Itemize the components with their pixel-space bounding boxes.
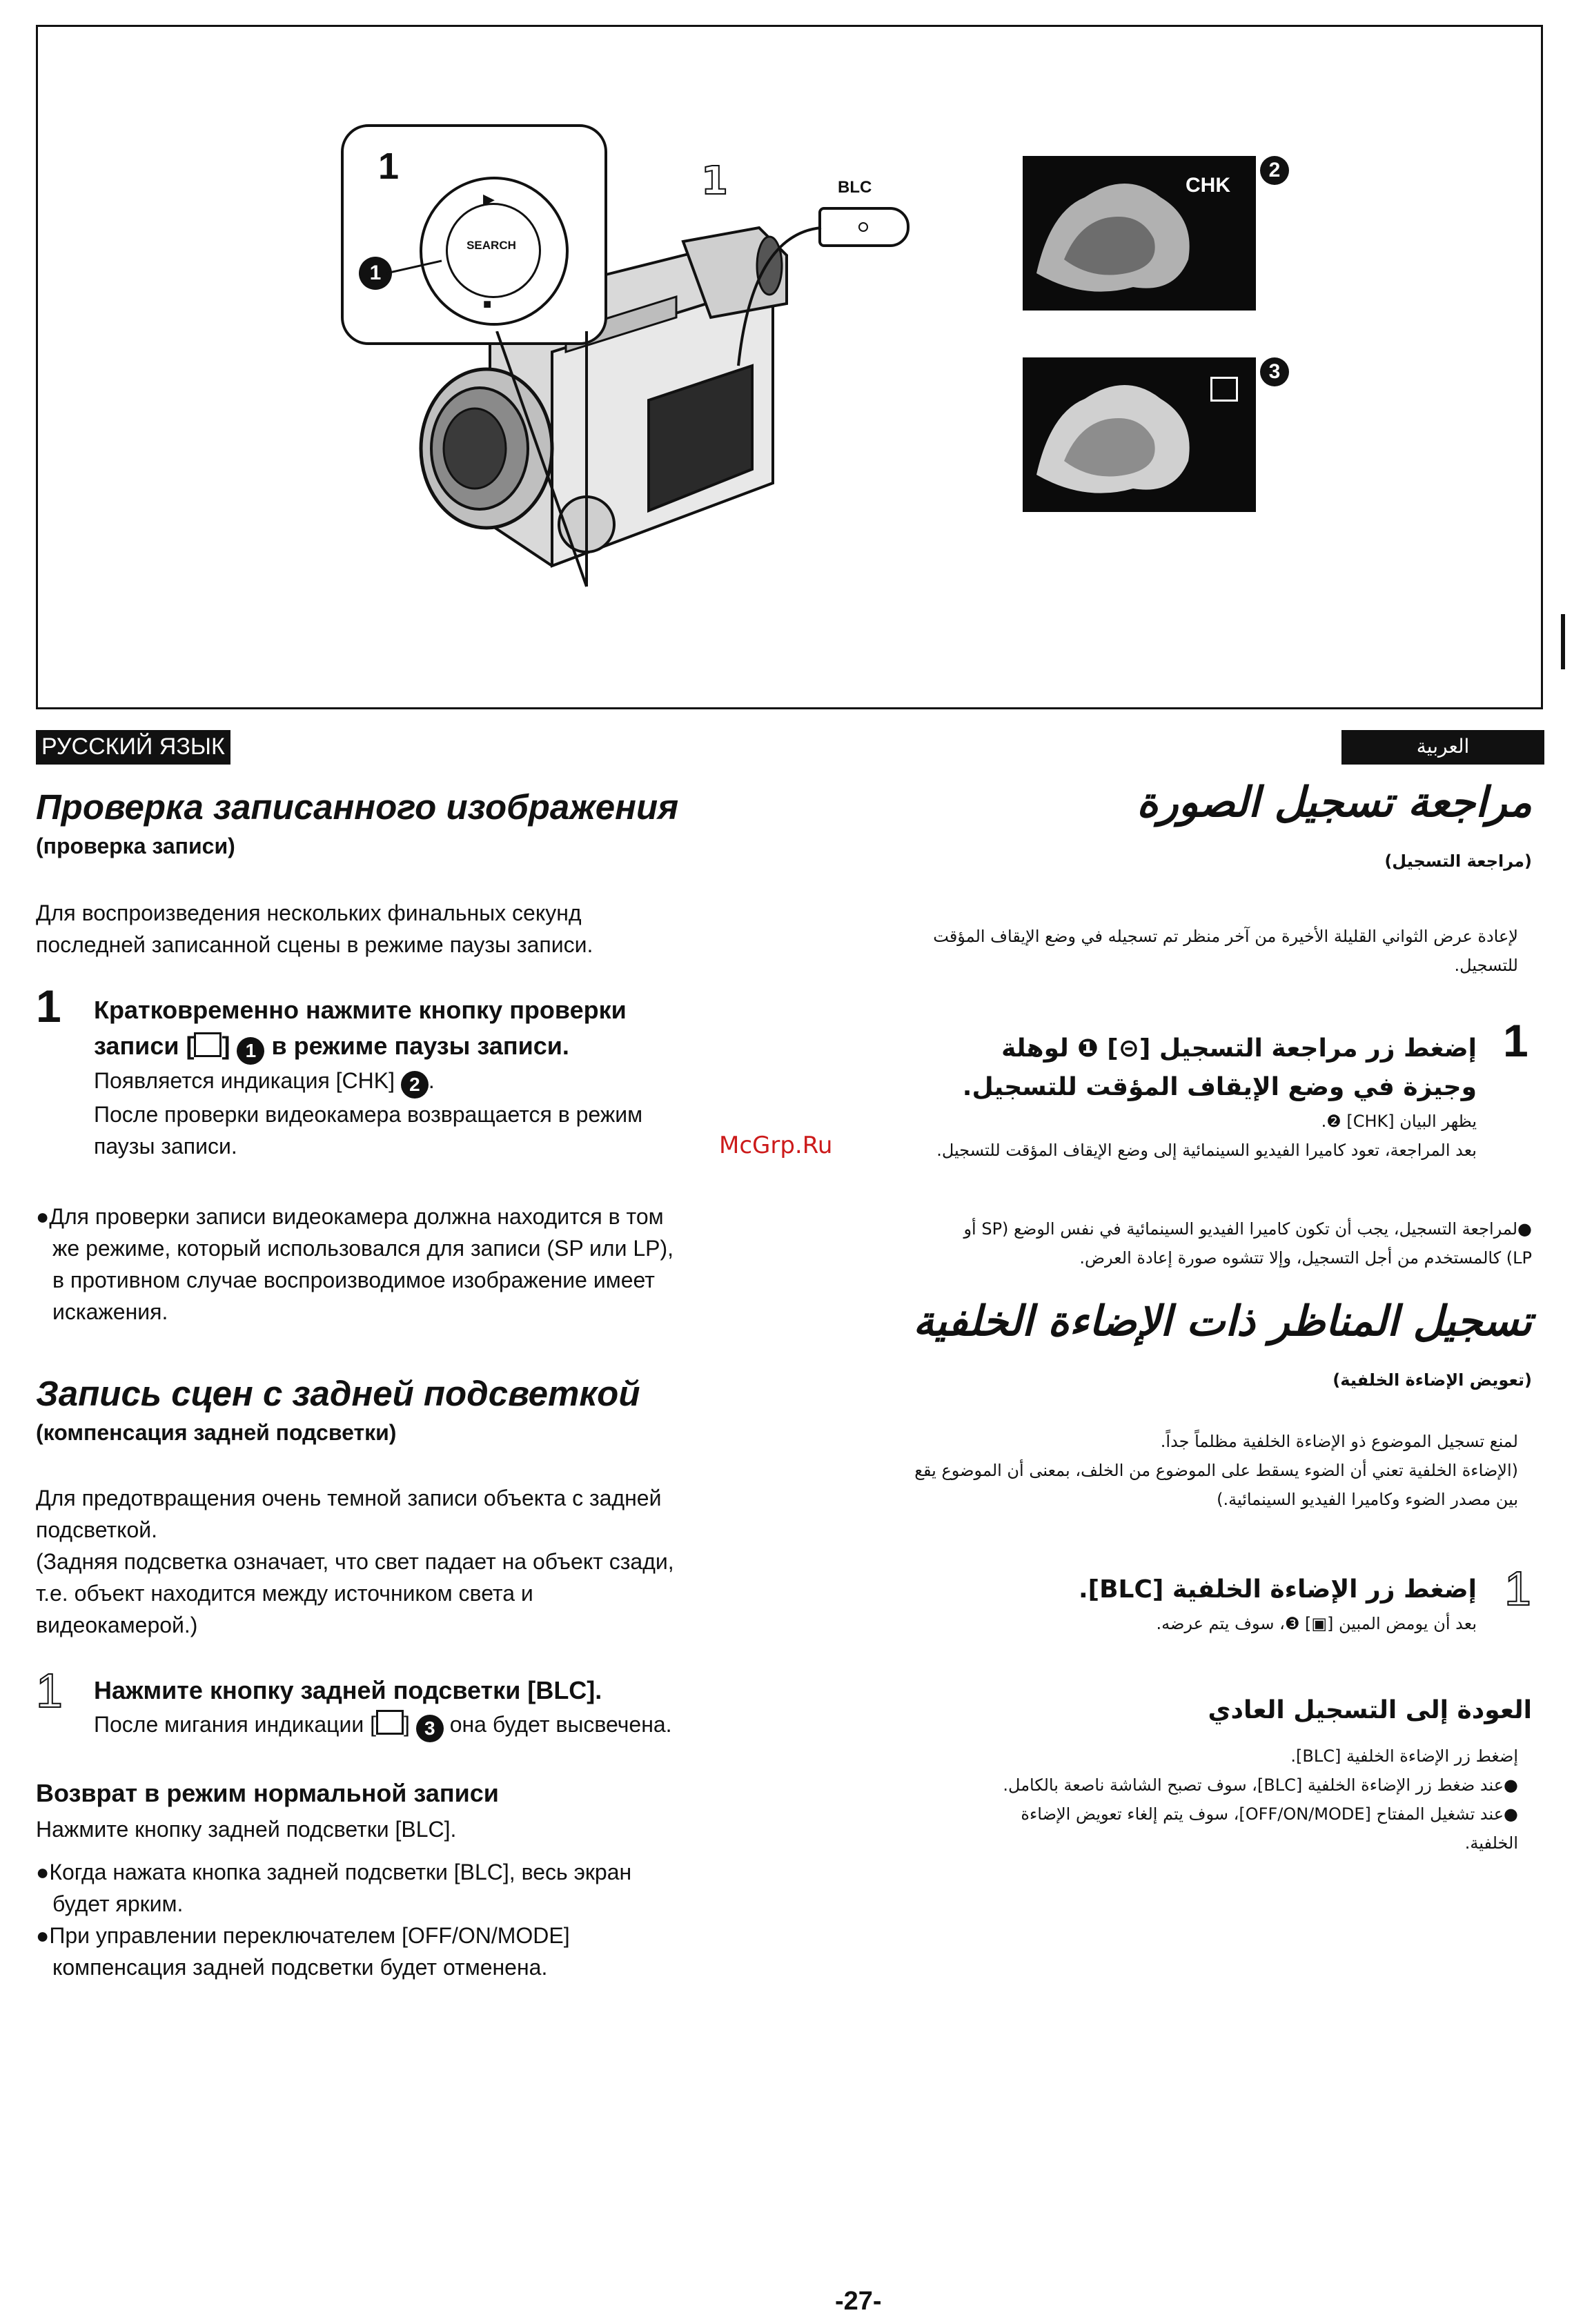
ru-section1-subtitle: (проверка записи) xyxy=(36,834,235,858)
callout-marker: 1 xyxy=(359,257,392,290)
ru-section1-title: Проверка записанного изображения xyxy=(36,787,679,827)
ru-section2-title: Запись сцен с задней подсветкой xyxy=(36,1374,640,1413)
ru-step2-number: 1 xyxy=(36,1664,63,1717)
ru-section2-intro: Для предотвращения очень темной записи объекта с задней подсветкой. (Задняя подсветка означает, что свет падает на объект сзади, т.е. объект находится между источником света и видеокамерой.) xyxy=(36,1486,674,1637)
ru-step2: Нажмите кнопку задней подсветки [BLC]. После мигания индикации [ ] 3 она будет высвечена. xyxy=(94,1673,812,1742)
blc-step-number: 1 xyxy=(701,159,728,204)
screen-chk-marker: 2 xyxy=(1260,156,1289,185)
blc-button xyxy=(818,207,910,247)
margin-mark xyxy=(1561,614,1565,669)
ru-section3-line: Нажмите кнопку задней подсветки [BLC]. xyxy=(36,1817,457,1842)
ar-section2-subtitle: (تعويض الإضاءة الخلفية) xyxy=(1333,1370,1532,1390)
screen-chk xyxy=(1023,156,1256,311)
blc-circle: 3 xyxy=(416,1715,444,1742)
callout-pointer xyxy=(483,331,593,593)
russian-language-bar: РУССКИЙ ЯЗЫК xyxy=(36,730,230,765)
chk-circle: 2 xyxy=(401,1071,429,1099)
ru-step1: Кратковременно нажмите кнопку проверки записи [ ] 1 в режиме паузы записи. Появляется индикация [CHK] 2 . После проверки видеокамера возвращается в режим паузы записи. xyxy=(94,996,643,1159)
ar-step1: إضغط زر مراجعة التسجيل [⊝] ❶ لوهلة وجيزة في وضع الإيقاف المؤقت للتسجيل. يظهر البيان [CHK] ❷. بعد المراجعة، تعود كاميرا الفيديو السينمائية إلى وضع الإيقاف المؤقت للتسجيل. xyxy=(936,1034,1477,1160)
ar-section3-title: العودة إلى التسجيل العادي xyxy=(1208,1696,1532,1724)
ru-section2-subtitle: (компенсация задней подсветки) xyxy=(36,1420,397,1445)
ar-section1-title: مراجعة تسجيل الصورة xyxy=(1137,778,1532,827)
ar-section3-lines: إضغط زر الإضاءة الخلفية [BLC]. ●عند ضغط زر الإضاءة الخلفية [BLC]، سوف تصبح الشاشة ناصعة بالكامل. ●عند تشغيل المفتاح [OFF/ON/MODE]، سوف يتم إلغاء تعويض الإضاءة الخلفية. xyxy=(1003,1746,1518,1853)
play-icon: ▶ xyxy=(483,190,495,208)
step1-circle: 1 xyxy=(237,1037,264,1065)
ar-section2-intro: لمنع تسجيل الموضوع ذو الإضاءة الخلفية مظلماً جداً. (الإضاءة الخلفية تعني أن الضوء يسقط على الموضوع من الخلف، بمعنى أن الموضوع يقع بين مصدر الضوء وكاميرا الفيديو السينمائية.) xyxy=(914,1432,1518,1509)
screen-blc xyxy=(1023,357,1256,512)
blc-leader xyxy=(725,221,828,373)
stop-icon: ■ xyxy=(483,297,492,312)
ar-section1-note: ●لمراجعة التسجيل، يجب أن تكون كاميرا الفيديو السينمائية في نفس الوضع (SP أو LP) كالمستخدم من أجل التسجيل، وإلا تتشوه صورة إعادة العرض. xyxy=(963,1219,1532,1268)
ru-section1-note: ●Для проверки записи видеокамера должна находится в том же режиме, который использовался для записи (SP или LP), в противном случае воспроизводимое изображение имеет искажения. xyxy=(36,1204,674,1324)
screen-blc-marker: 3 xyxy=(1260,357,1289,386)
ar-section1-subtitle: (مراجعة التسجيل) xyxy=(1384,851,1532,871)
ru-step1-number: 1 xyxy=(36,981,61,1032)
blc-label: BLC xyxy=(838,178,872,197)
callout-leader xyxy=(386,255,449,283)
ru-section1-intro: Для воспроизведения нескольких финальных секунд последней записанной сцены в режиме паузы записи. xyxy=(36,900,593,957)
ar-step2: إضغط زر الإضاءة الخلفية [BLC]. بعد أن يومض المبين [▣] ❸، سوف يتم عرضه. xyxy=(1078,1575,1477,1633)
ar-step2-number: 1 xyxy=(1504,1562,1531,1615)
record-check-icon xyxy=(194,1032,222,1057)
screen-chk-label: CHK xyxy=(1186,174,1230,197)
search-label: SEARCH xyxy=(466,239,516,252)
backlight-indicator-icon xyxy=(376,1710,404,1735)
watermark: McGrp.Ru xyxy=(719,1132,833,1159)
backlight-icon xyxy=(1210,377,1238,402)
page-number: -27- xyxy=(835,2287,882,2316)
ru-section3-title: Возврат в режим нормальной записи xyxy=(36,1779,499,1807)
ar-step1-number: 1 xyxy=(1503,1015,1528,1066)
callout-step-number: 1 xyxy=(378,146,400,187)
arabic-language-bar: العربية xyxy=(1341,730,1544,765)
ar-section1-intro: لإعادة عرض الثواني القليلة الأخيرة من آخر منظر تم تسجيله في وضع الإيقاف المؤقت للتسجيل. xyxy=(933,927,1518,975)
ar-section2-title: تسجيل المناظر ذات الإضاءة الخلفية xyxy=(913,1297,1532,1346)
ru-section3-notes: ●Когда нажата кнопка задней подсветки [BLC], весь экран будет ярким. ●При управлении переключателем [OFF/ON/MODE] компенсация задней подсветки будет отменена. xyxy=(36,1860,632,1980)
